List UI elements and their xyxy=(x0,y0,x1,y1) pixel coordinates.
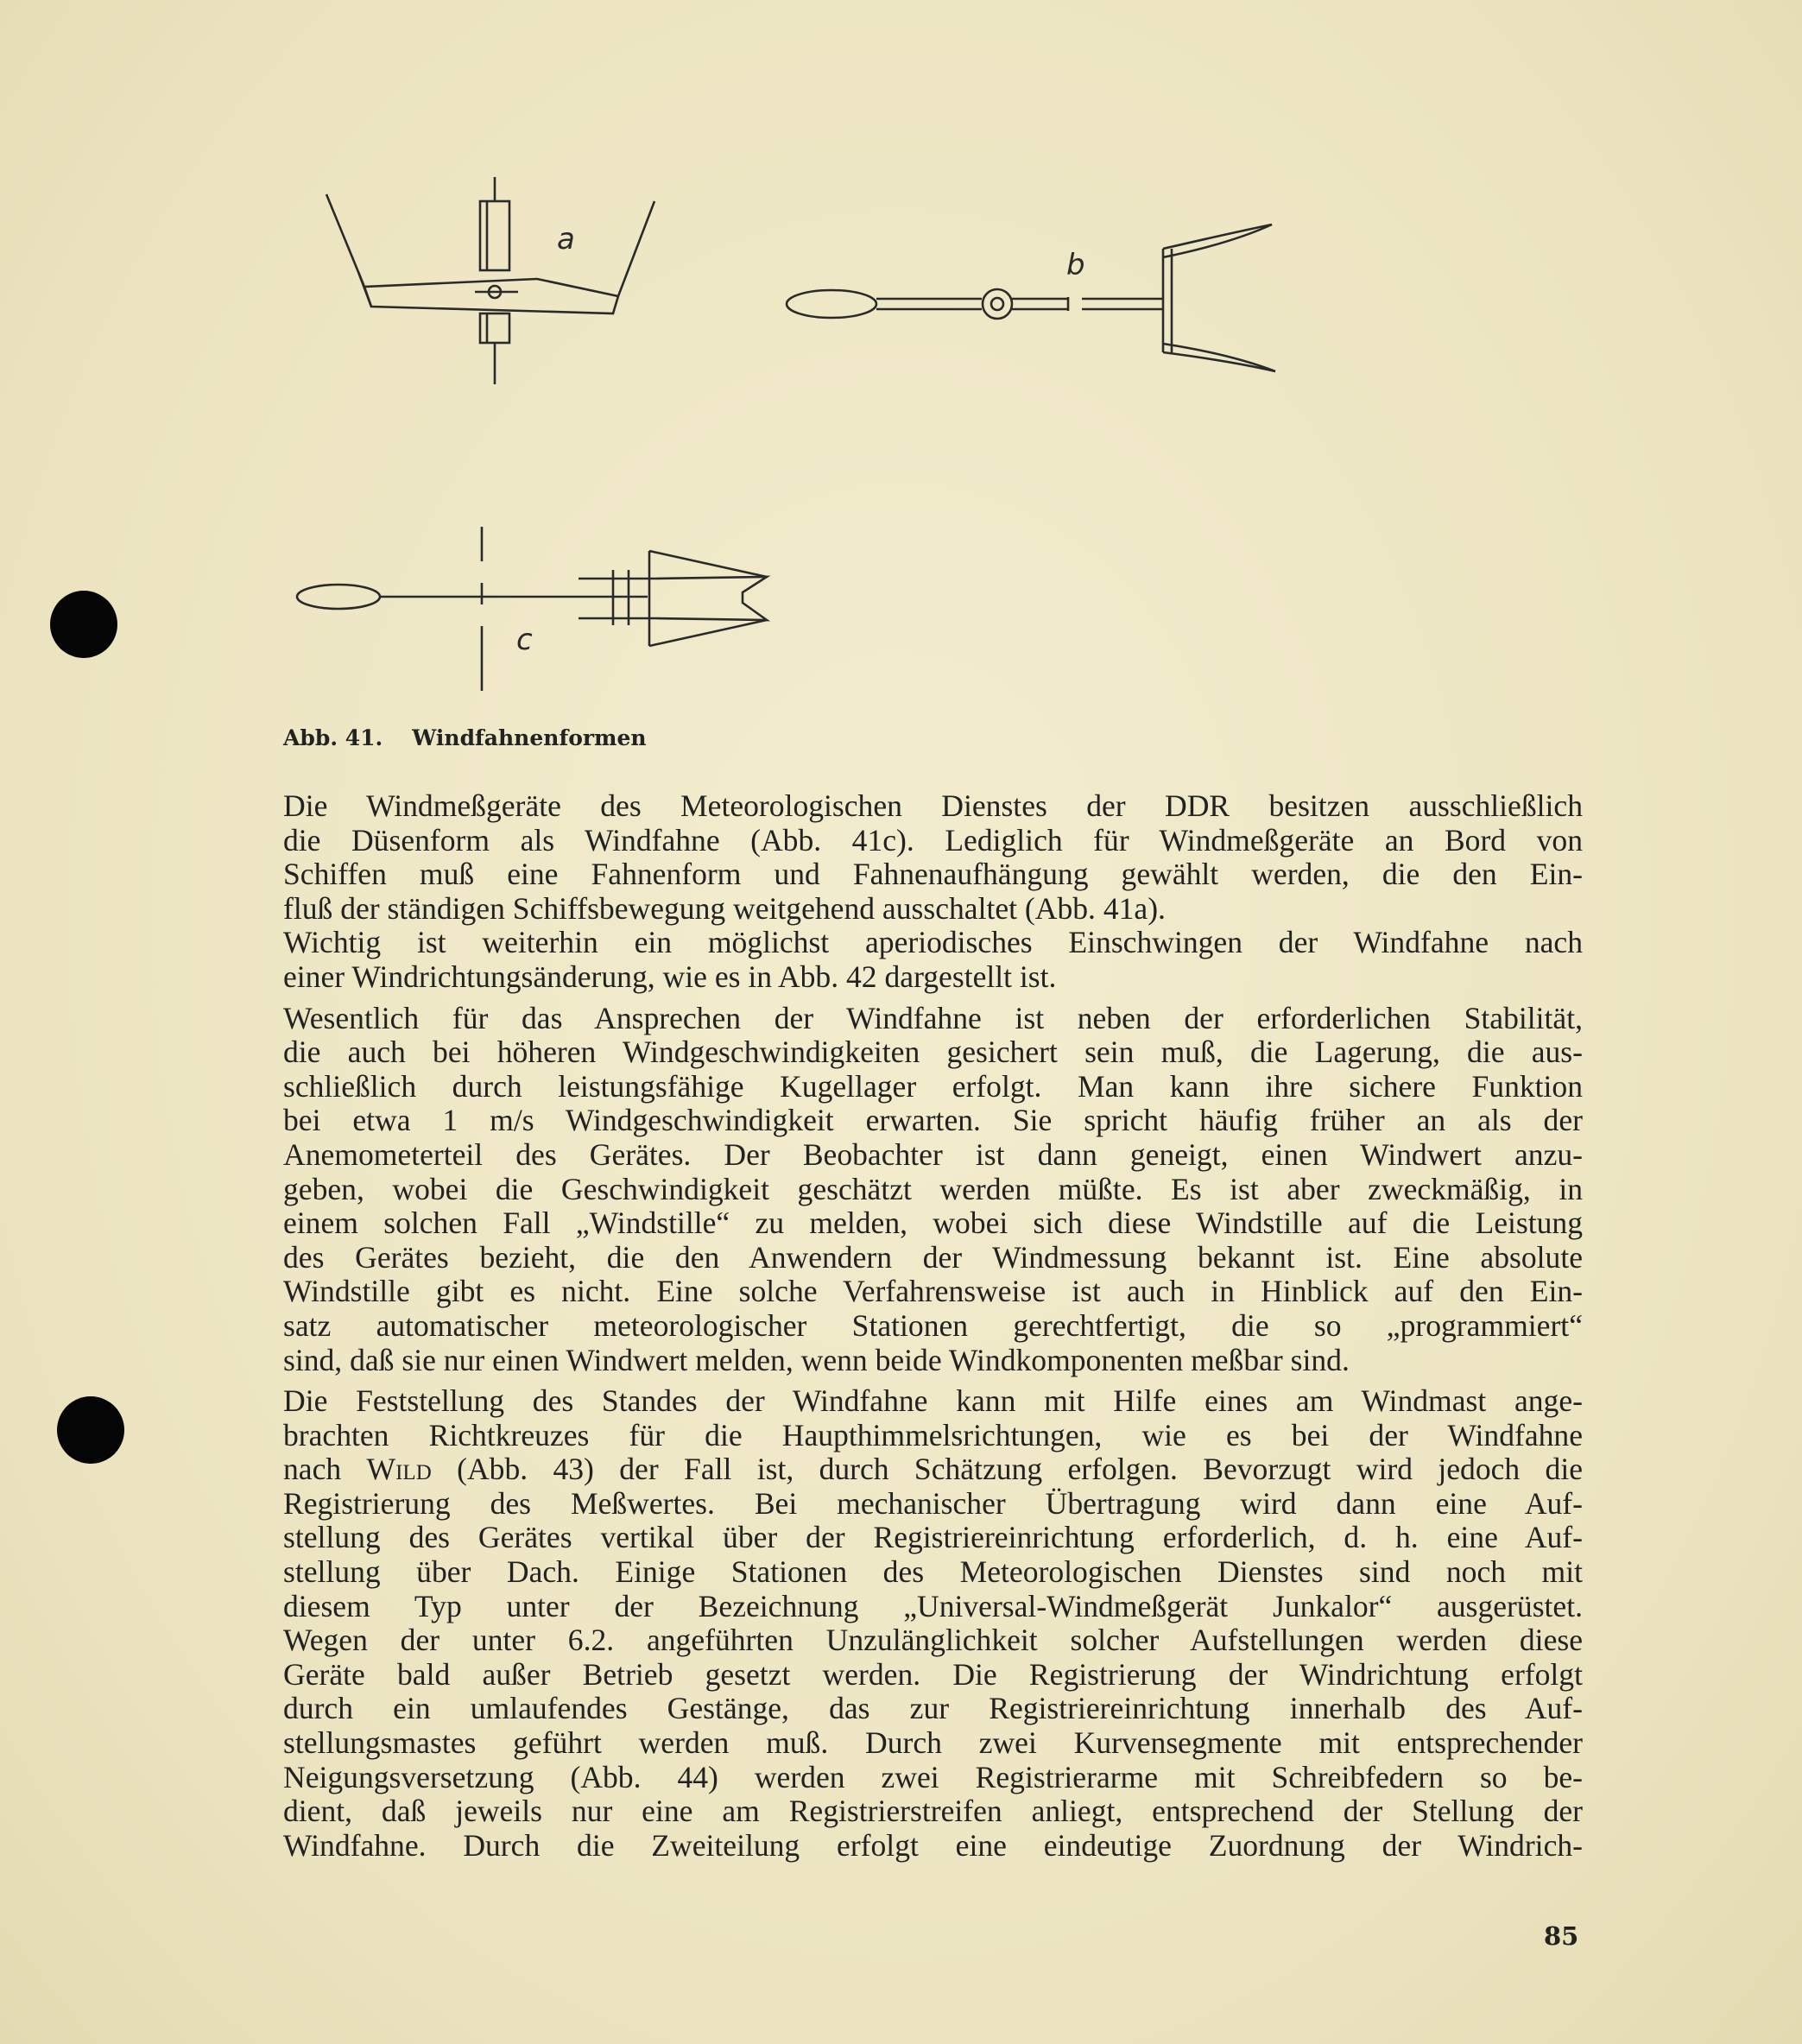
text-fragment: nach xyxy=(283,1452,342,1487)
text-line: durch ein umlaufendes Gestänge, das zur Registriereinrichtung innerhalb des Auf- xyxy=(283,1691,1583,1726)
figure-caption-title: Windfahnenformen xyxy=(412,725,647,750)
text-line: Registrierung des Meßwertes. Bei mechanischer Übertragung wird dann eine Auf- xyxy=(283,1485,1583,1521)
figure-41a-wing-lower xyxy=(364,287,618,313)
author-name-wild: Wild xyxy=(366,1452,432,1487)
text-line: die auch bei höheren Windgeschwindigkeiten gesichert sein muß, die Lagerung, die aus- xyxy=(283,1035,1583,1070)
figure-41b-pivot-inner xyxy=(991,298,1003,310)
text-line: Wichtig ist weiterhin ein möglichst aperiodisches Einschwingen der Windfahne nach xyxy=(283,925,1583,960)
text-line: Anemometerteil des Gerätes. Der Beobachter ist dann geneigt, einen Windwert anzu- xyxy=(283,1136,1583,1172)
text-line: des Gerätes bezieht, die den Anwendern der Windmessung bekannt ist. Eine absolute xyxy=(283,1239,1583,1275)
page-number: 85 xyxy=(1544,1921,1579,1951)
figure-41c-nozzle-lower-edge xyxy=(649,620,767,646)
text-line: diesem Typ unter der Bezeichnung „Universal-Windmeßgerät Junkalor“ ausgerüstet. xyxy=(283,1588,1583,1623)
figure-caption-number: Abb. 41. xyxy=(283,725,383,750)
text-line: einer Windrichtungsänderung, wie es in Abb. 42 dargestellt ist. xyxy=(283,959,1057,994)
paragraph-2 xyxy=(283,926,1583,994)
punch-hole-upper xyxy=(50,591,117,658)
text-line: Die Windmeßgeräte des Meteorologischen Dienstes der DDR besitzen ausschließlich xyxy=(283,788,1583,823)
figure-41c-label: c xyxy=(516,623,533,657)
figure-41a-left-edge xyxy=(358,272,371,307)
paragraph-1 xyxy=(283,789,1583,926)
figure-41b-label: b xyxy=(1066,248,1085,282)
figure-41b-drawing xyxy=(781,207,1299,389)
body-text xyxy=(283,789,1583,1863)
text-line: einem solchen Fall „Windstille“ zu melden, wobei sich diese Windstille auf die Leistung xyxy=(283,1206,1583,1241)
text-line: stellung über Dach. Einige Stationen des Meteorologischen Dienstes sind noch mit xyxy=(283,1554,1583,1590)
figure-41a-label: a xyxy=(557,222,575,256)
text-fragment: (Abb. 43) der Fall ist, durch Schätzung erfolgen. Bevorzugt wird jedoch die xyxy=(457,1452,1583,1487)
figure-41b-counterweight xyxy=(787,290,876,318)
figure-41b-vane-top-view xyxy=(781,207,1299,389)
figure-41b-fin-upper-inner xyxy=(1163,225,1272,257)
text-line: stellung des Gerätes vertikal über der Registriereinrichtung erforderlich, d. h. eine Auf- xyxy=(283,1520,1583,1555)
paragraph-4 xyxy=(283,1384,1583,1863)
text-line: brachten Richtkreuzes für die Haupthimmelsrichtungen, wie es bei der Windfahne xyxy=(283,1417,1583,1452)
figure-41a-lower-post xyxy=(480,313,509,343)
figure-41a-upper-post xyxy=(480,201,509,270)
text-line: dient, daß jeweils nur eine am Registrierstreifen anliegt, entsprechend der Stellung der xyxy=(283,1794,1583,1829)
figure-41c-nozzle-vane xyxy=(285,518,786,699)
text-line: die Düsenform als Windfahne (Abb. 41c). Lediglich für Windmeßgeräte an Bord von xyxy=(283,822,1583,857)
figure-41c-counterweight xyxy=(297,585,380,609)
figure-41a-vane-front-view xyxy=(311,168,673,393)
text-line: Windfahne. Durch die Zweiteilung erfolgt eine eindeutige Zuordnung der Windrich- xyxy=(283,1827,1583,1863)
text-line: Wesentlich für das Ansprechen der Windfahne ist neben der erforderlichen Stabilität, xyxy=(283,1000,1583,1035)
figure-41b-pivot-outer xyxy=(983,289,1012,319)
punch-hole-lower xyxy=(57,1396,124,1464)
figure-41a-drawing xyxy=(311,168,673,393)
text-line: Die Feststellung des Standes der Windfahne kann mit Hilfe eines am Windmast ange- xyxy=(283,1383,1583,1419)
text-line: stellungsmastes geführt werden muß. Durch zwei Kurvensegmente mit entsprechender xyxy=(283,1725,1583,1761)
text-line xyxy=(283,1452,1583,1487)
text-line: satz automatischer meteorologischer Stationen gerechtfertigt, die so „programmiert“ xyxy=(283,1307,1583,1343)
figure-41a-wing-upper xyxy=(326,194,654,296)
text-line: geben, wobei die Geschwindigkeit geschätzt werden müßte. Es ist aber zweckmäßig, in xyxy=(283,1171,1583,1206)
figure-41c-drawing xyxy=(285,518,786,699)
text-line: schließlich durch leistungsfähige Kugellager erfolgt. Man kann ihre sichere Funktion xyxy=(283,1068,1583,1104)
text-line: bei etwa 1 m/s Windgeschwindigkeit erwarten. Sie spricht häufig früher an als der xyxy=(283,1103,1583,1138)
text-line: sind, daß sie nur einen Windwert melden, wenn beide Windkomponenten meßbar sind. xyxy=(283,1342,1350,1377)
figure-41c-nozzle-outer xyxy=(656,577,767,620)
text-line: Windstille gibt es nicht. Eine solche Verfahrensweise ist auch in Hinblick auf den Ein- xyxy=(283,1274,1583,1309)
text-line: fluß der ständigen Schiffsbewegung weitgehend ausschaltet (Abb. 41a). xyxy=(283,890,1166,926)
text-line: Schiffen muß eine Fahnenform und Fahnenaufhängung gewählt werden, die den Ein- xyxy=(283,857,1583,892)
text-line: Wegen der unter 6.2. angeführten Unzulänglichkeit solcher Aufstellungen werden diese xyxy=(283,1623,1583,1658)
paragraph-3 xyxy=(283,1002,1583,1378)
figure-41c-nozzle-upper-edge xyxy=(649,551,767,577)
text-line: Geräte bald außer Betrieb gesetzt werden. Die Registrierung der Windrichtung erfolgt xyxy=(283,1656,1583,1692)
figure-caption xyxy=(283,725,647,750)
text-line: Neigungsversetzung (Abb. 44) werden zwei Registrierarme mit Schreibfedern so be- xyxy=(283,1759,1583,1794)
